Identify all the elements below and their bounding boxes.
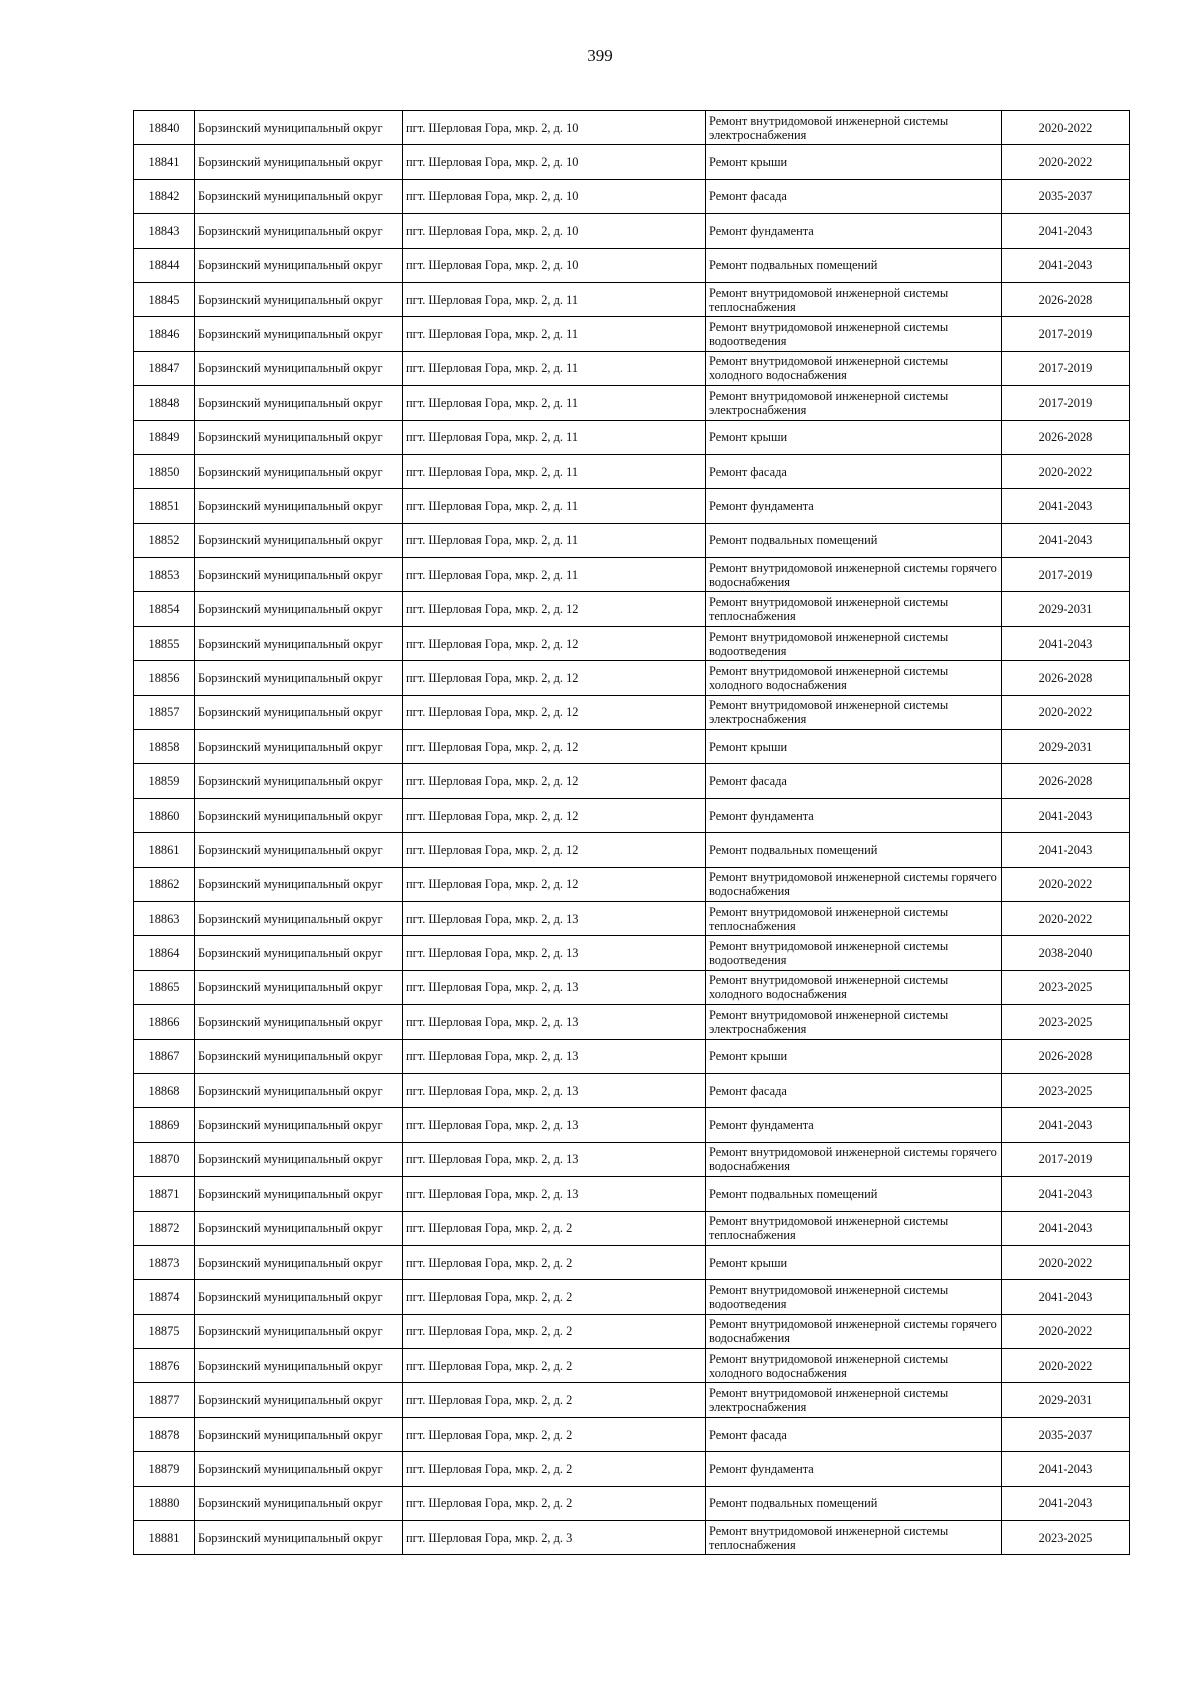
table-row [134, 1417, 1130, 1451]
district-cell: Борзинский муниципальный округ [195, 592, 403, 626]
row-number-cell: 18879 [134, 1452, 195, 1486]
row-number-cell: 18877 [134, 1383, 195, 1417]
table-row [134, 1521, 1130, 1555]
table-row [134, 764, 1130, 798]
address-cell: пгт. Шерловая Гора, мкр. 2, д. 11 [403, 523, 706, 557]
period-cell: 2041-2043 [1002, 214, 1130, 248]
table-row [134, 970, 1130, 1004]
district-cell: Борзинский муниципальный округ [195, 764, 403, 798]
row-number-cell: 18857 [134, 695, 195, 729]
period-cell: 2029-2031 [1002, 730, 1130, 764]
address-cell: пгт. Шерловая Гора, мкр. 2, д. 11 [403, 351, 706, 385]
table-row [134, 282, 1130, 316]
table-row [134, 936, 1130, 970]
address-cell: пгт. Шерловая Гора, мкр. 2, д. 13 [403, 1142, 706, 1176]
table-row [134, 730, 1130, 764]
row-number-cell: 18853 [134, 558, 195, 592]
address-cell: пгт. Шерловая Гора, мкр. 2, д. 13 [403, 1177, 706, 1211]
period-cell: 2020-2022 [1002, 901, 1130, 935]
period-cell: 2029-2031 [1002, 592, 1130, 626]
row-number-cell: 18859 [134, 764, 195, 798]
row-number-cell: 18876 [134, 1349, 195, 1383]
address-cell: пгт. Шерловая Гора, мкр. 2, д. 13 [403, 1005, 706, 1039]
district-cell: Борзинский муниципальный округ [195, 1211, 403, 1245]
row-number-cell: 18875 [134, 1314, 195, 1348]
work-type-cell: Ремонт крыши [706, 1245, 1002, 1279]
row-number-cell: 18862 [134, 867, 195, 901]
district-cell: Борзинский муниципальный округ [195, 282, 403, 316]
row-number-cell: 18872 [134, 1211, 195, 1245]
work-type-cell: Ремонт фундамента [706, 1108, 1002, 1142]
district-cell: Борзинский муниципальный округ [195, 1486, 403, 1520]
period-cell: 2041-2043 [1002, 1177, 1130, 1211]
row-number-cell: 18842 [134, 179, 195, 213]
table-row [134, 420, 1130, 454]
table-row [134, 454, 1130, 488]
row-number-cell: 18845 [134, 282, 195, 316]
work-type-cell: Ремонт внутридомовой инженерной системы электроснабжения [706, 111, 1002, 145]
row-number-cell: 18840 [134, 111, 195, 145]
period-cell: 2041-2043 [1002, 1280, 1130, 1314]
row-number-cell: 18846 [134, 317, 195, 351]
period-cell: 2026-2028 [1002, 1039, 1130, 1073]
row-number-cell: 18851 [134, 489, 195, 523]
address-cell: пгт. Шерловая Гора, мкр. 2, д. 2 [403, 1211, 706, 1245]
row-number-cell: 18880 [134, 1486, 195, 1520]
work-type-cell: Ремонт подвальных помещений [706, 248, 1002, 282]
table-row [134, 592, 1130, 626]
work-type-cell: Ремонт внутридомовой инженерной системы теплоснабжения [706, 1211, 1002, 1245]
table-row [134, 1073, 1130, 1107]
work-type-cell: Ремонт крыши [706, 730, 1002, 764]
table-row [134, 248, 1130, 282]
table-row [134, 867, 1130, 901]
period-cell: 2020-2022 [1002, 1314, 1130, 1348]
period-cell: 2041-2043 [1002, 798, 1130, 832]
address-cell: пгт. Шерловая Гора, мкр. 2, д. 10 [403, 248, 706, 282]
period-cell: 2017-2019 [1002, 1142, 1130, 1176]
row-number-cell: 18860 [134, 798, 195, 832]
table-row [134, 1383, 1130, 1417]
period-cell: 2020-2022 [1002, 111, 1130, 145]
district-cell: Борзинский муниципальный округ [195, 730, 403, 764]
table-row [134, 1142, 1130, 1176]
work-type-cell: Ремонт фасада [706, 454, 1002, 488]
address-cell: пгт. Шерловая Гора, мкр. 2, д. 12 [403, 730, 706, 764]
table-row [134, 386, 1130, 420]
period-cell: 2041-2043 [1002, 626, 1130, 660]
district-cell: Борзинский муниципальный округ [195, 833, 403, 867]
row-number-cell: 18848 [134, 386, 195, 420]
district-cell: Борзинский муниципальный округ [195, 214, 403, 248]
address-cell: пгт. Шерловая Гора, мкр. 2, д. 11 [403, 317, 706, 351]
row-number-cell: 18841 [134, 145, 195, 179]
registry-table-body [134, 111, 1130, 1555]
table-row [134, 145, 1130, 179]
district-cell: Борзинский муниципальный округ [195, 1073, 403, 1107]
row-number-cell: 18858 [134, 730, 195, 764]
address-cell: пгт. Шерловая Гора, мкр. 2, д. 11 [403, 282, 706, 316]
address-cell: пгт. Шерловая Гора, мкр. 2, д. 3 [403, 1521, 706, 1555]
work-type-cell: Ремонт внутридомовой инженерной системы водоотведения [706, 1280, 1002, 1314]
period-cell: 2026-2028 [1002, 661, 1130, 695]
row-number-cell: 18867 [134, 1039, 195, 1073]
period-cell: 2035-2037 [1002, 179, 1130, 213]
row-number-cell: 18881 [134, 1521, 195, 1555]
table-row [134, 1280, 1130, 1314]
period-cell: 2020-2022 [1002, 454, 1130, 488]
row-number-cell: 18844 [134, 248, 195, 282]
work-type-cell: Ремонт подвальных помещений [706, 1486, 1002, 1520]
table-row [134, 111, 1130, 145]
period-cell: 2026-2028 [1002, 420, 1130, 454]
table-row [134, 1211, 1130, 1245]
address-cell: пгт. Шерловая Гора, мкр. 2, д. 2 [403, 1486, 706, 1520]
district-cell: Борзинский муниципальный округ [195, 420, 403, 454]
work-type-cell: Ремонт внутридомовой инженерной системы холодного водоснабжения [706, 351, 1002, 385]
period-cell: 2041-2043 [1002, 523, 1130, 557]
period-cell: 2041-2043 [1002, 1452, 1130, 1486]
row-number-cell: 18870 [134, 1142, 195, 1176]
table-row [134, 214, 1130, 248]
period-cell: 2020-2022 [1002, 1349, 1130, 1383]
district-cell: Борзинский муниципальный округ [195, 1452, 403, 1486]
work-type-cell: Ремонт фундамента [706, 214, 1002, 248]
district-cell: Борзинский муниципальный округ [195, 1280, 403, 1314]
work-type-cell: Ремонт внутридомовой инженерной системы электроснабжения [706, 695, 1002, 729]
row-number-cell: 18856 [134, 661, 195, 695]
work-type-cell: Ремонт внутридомовой инженерной системы теплоснабжения [706, 592, 1002, 626]
table-row [134, 798, 1130, 832]
work-type-cell: Ремонт внутридомовой инженерной системы электроснабжения [706, 386, 1002, 420]
district-cell: Борзинский муниципальный округ [195, 936, 403, 970]
row-number-cell: 18865 [134, 970, 195, 1004]
work-type-cell: Ремонт внутридомовой инженерной системы теплоснабжения [706, 901, 1002, 935]
row-number-cell: 18843 [134, 214, 195, 248]
table-row [134, 1314, 1130, 1348]
district-cell: Борзинский муниципальный округ [195, 1245, 403, 1279]
table-row [134, 1039, 1130, 1073]
district-cell: Борзинский муниципальный округ [195, 867, 403, 901]
address-cell: пгт. Шерловая Гора, мкр. 2, д. 13 [403, 936, 706, 970]
work-type-cell: Ремонт фасада [706, 179, 1002, 213]
row-number-cell: 18849 [134, 420, 195, 454]
work-type-cell: Ремонт внутридомовой инженерной системы холодного водоснабжения [706, 1349, 1002, 1383]
district-cell: Борзинский муниципальный округ [195, 351, 403, 385]
work-type-cell: Ремонт внутридомовой инженерной системы холодного водоснабжения [706, 970, 1002, 1004]
row-number-cell: 18850 [134, 454, 195, 488]
district-cell: Борзинский муниципальный округ [195, 1417, 403, 1451]
work-type-cell: Ремонт фасада [706, 764, 1002, 798]
row-number-cell: 18866 [134, 1005, 195, 1039]
district-cell: Борзинский муниципальный округ [195, 248, 403, 282]
table-row [134, 351, 1130, 385]
table-row [134, 1486, 1130, 1520]
work-type-cell: Ремонт внутридомовой инженерной системы горячего водоснабжения [706, 558, 1002, 592]
period-cell: 2038-2040 [1002, 936, 1130, 970]
address-cell: пгт. Шерловая Гора, мкр. 2, д. 10 [403, 179, 706, 213]
work-type-cell: Ремонт внутридомовой инженерной системы водоотведения [706, 936, 1002, 970]
address-cell: пгт. Шерловая Гора, мкр. 2, д. 2 [403, 1452, 706, 1486]
row-number-cell: 18869 [134, 1108, 195, 1142]
district-cell: Борзинский муниципальный округ [195, 1383, 403, 1417]
district-cell: Борзинский муниципальный округ [195, 798, 403, 832]
work-type-cell: Ремонт фундамента [706, 1452, 1002, 1486]
registry-table [133, 110, 1130, 1555]
work-type-cell: Ремонт подвальных помещений [706, 1177, 1002, 1211]
address-cell: пгт. Шерловая Гора, мкр. 2, д. 13 [403, 1039, 706, 1073]
address-cell: пгт. Шерловая Гора, мкр. 2, д. 12 [403, 661, 706, 695]
work-type-cell: Ремонт подвальных помещений [706, 523, 1002, 557]
period-cell: 2023-2025 [1002, 1073, 1130, 1107]
work-type-cell: Ремонт внутридомовой инженерной системы водоотведения [706, 317, 1002, 351]
row-number-cell: 18855 [134, 626, 195, 660]
period-cell: 2035-2037 [1002, 1417, 1130, 1451]
district-cell: Борзинский муниципальный округ [195, 1005, 403, 1039]
period-cell: 2020-2022 [1002, 1245, 1130, 1279]
district-cell: Борзинский муниципальный округ [195, 695, 403, 729]
address-cell: пгт. Шерловая Гора, мкр. 2, д. 11 [403, 489, 706, 523]
row-number-cell: 18863 [134, 901, 195, 935]
row-number-cell: 18847 [134, 351, 195, 385]
district-cell: Борзинский муниципальный округ [195, 1314, 403, 1348]
district-cell: Борзинский муниципальный округ [195, 1349, 403, 1383]
row-number-cell: 18874 [134, 1280, 195, 1314]
period-cell: 2041-2043 [1002, 489, 1130, 523]
district-cell: Борзинский муниципальный округ [195, 901, 403, 935]
table-row [134, 833, 1130, 867]
table-row [134, 1005, 1130, 1039]
period-cell: 2041-2043 [1002, 1108, 1130, 1142]
work-type-cell: Ремонт крыши [706, 420, 1002, 454]
district-cell: Борзинский муниципальный округ [195, 523, 403, 557]
address-cell: пгт. Шерловая Гора, мкр. 2, д. 11 [403, 454, 706, 488]
address-cell: пгт. Шерловая Гора, мкр. 2, д. 11 [403, 386, 706, 420]
table-row [134, 1245, 1130, 1279]
work-type-cell: Ремонт внутридомовой инженерной системы электроснабжения [706, 1005, 1002, 1039]
work-type-cell: Ремонт внутридомовой инженерной системы горячего водоснабжения [706, 867, 1002, 901]
address-cell: пгт. Шерловая Гора, мкр. 2, д. 2 [403, 1280, 706, 1314]
table-row [134, 695, 1130, 729]
period-cell: 2041-2043 [1002, 833, 1130, 867]
table-row [134, 1108, 1130, 1142]
address-cell: пгт. Шерловая Гора, мкр. 2, д. 2 [403, 1417, 706, 1451]
period-cell: 2017-2019 [1002, 386, 1130, 420]
period-cell: 2017-2019 [1002, 317, 1130, 351]
district-cell: Борзинский муниципальный округ [195, 489, 403, 523]
address-cell: пгт. Шерловая Гора, мкр. 2, д. 12 [403, 695, 706, 729]
district-cell: Борзинский муниципальный округ [195, 386, 403, 420]
address-cell: пгт. Шерловая Гора, мкр. 2, д. 2 [403, 1383, 706, 1417]
row-number-cell: 18861 [134, 833, 195, 867]
district-cell: Борзинский муниципальный округ [195, 317, 403, 351]
district-cell: Борзинский муниципальный округ [195, 111, 403, 145]
work-type-cell: Ремонт внутридомовой инженерной системы горячего водоснабжения [706, 1142, 1002, 1176]
work-type-cell: Ремонт фундамента [706, 489, 1002, 523]
work-type-cell: Ремонт фундамента [706, 798, 1002, 832]
address-cell: пгт. Шерловая Гора, мкр. 2, д. 13 [403, 970, 706, 1004]
address-cell: пгт. Шерловая Гора, мкр. 2, д. 10 [403, 145, 706, 179]
page-number: 399 [587, 46, 613, 65]
period-cell: 2041-2043 [1002, 248, 1130, 282]
period-cell: 2020-2022 [1002, 867, 1130, 901]
period-cell: 2026-2028 [1002, 764, 1130, 798]
period-cell: 2023-2025 [1002, 1005, 1130, 1039]
district-cell: Борзинский муниципальный округ [195, 1108, 403, 1142]
table-row [134, 179, 1130, 213]
row-number-cell: 18864 [134, 936, 195, 970]
work-type-cell: Ремонт крыши [706, 1039, 1002, 1073]
address-cell: пгт. Шерловая Гора, мкр. 2, д. 13 [403, 901, 706, 935]
work-type-cell: Ремонт внутридомовой инженерной системы холодного водоснабжения [706, 661, 1002, 695]
row-number-cell: 18868 [134, 1073, 195, 1107]
district-cell: Борзинский муниципальный округ [195, 454, 403, 488]
work-type-cell: Ремонт подвальных помещений [706, 833, 1002, 867]
table-row [134, 489, 1130, 523]
row-number-cell: 18871 [134, 1177, 195, 1211]
table-row [134, 317, 1130, 351]
address-cell: пгт. Шерловая Гора, мкр. 2, д. 10 [403, 214, 706, 248]
row-number-cell: 18873 [134, 1245, 195, 1279]
address-cell: пгт. Шерловая Гора, мкр. 2, д. 12 [403, 833, 706, 867]
period-cell: 2026-2028 [1002, 282, 1130, 316]
table-row [134, 626, 1130, 660]
address-cell: пгт. Шерловая Гора, мкр. 2, д. 12 [403, 626, 706, 660]
period-cell: 2020-2022 [1002, 145, 1130, 179]
table-row [134, 523, 1130, 557]
work-type-cell: Ремонт крыши [706, 145, 1002, 179]
period-cell: 2023-2025 [1002, 970, 1130, 1004]
period-cell: 2017-2019 [1002, 351, 1130, 385]
period-cell: 2041-2043 [1002, 1211, 1130, 1245]
work-type-cell: Ремонт фасада [706, 1417, 1002, 1451]
district-cell: Борзинский муниципальный округ [195, 179, 403, 213]
address-cell: пгт. Шерловая Гора, мкр. 2, д. 10 [403, 111, 706, 145]
address-cell: пгт. Шерловая Гора, мкр. 2, д. 12 [403, 867, 706, 901]
period-cell: 2020-2022 [1002, 695, 1130, 729]
table-row [134, 1177, 1130, 1211]
work-type-cell: Ремонт внутридомовой инженерной системы теплоснабжения [706, 1521, 1002, 1555]
address-cell: пгт. Шерловая Гора, мкр. 2, д. 11 [403, 420, 706, 454]
address-cell: пгт. Шерловая Гора, мкр. 2, д. 12 [403, 798, 706, 832]
work-type-cell: Ремонт внутридомовой инженерной системы теплоснабжения [706, 282, 1002, 316]
address-cell: пгт. Шерловая Гора, мкр. 2, д. 13 [403, 1073, 706, 1107]
district-cell: Борзинский муниципальный округ [195, 1039, 403, 1073]
address-cell: пгт. Шерловая Гора, мкр. 2, д. 12 [403, 592, 706, 626]
row-number-cell: 18852 [134, 523, 195, 557]
table-row [134, 558, 1130, 592]
period-cell: 2017-2019 [1002, 558, 1130, 592]
district-cell: Борзинский муниципальный округ [195, 558, 403, 592]
address-cell: пгт. Шерловая Гора, мкр. 2, д. 2 [403, 1349, 706, 1383]
district-cell: Борзинский муниципальный округ [195, 1177, 403, 1211]
district-cell: Борзинский муниципальный округ [195, 1142, 403, 1176]
row-number-cell: 18854 [134, 592, 195, 626]
address-cell: пгт. Шерловая Гора, мкр. 2, д. 13 [403, 1108, 706, 1142]
district-cell: Борзинский муниципальный округ [195, 626, 403, 660]
table-row [134, 901, 1130, 935]
district-cell: Борзинский муниципальный округ [195, 145, 403, 179]
table-row [134, 1452, 1130, 1486]
work-type-cell: Ремонт внутридомовой инженерной системы электроснабжения [706, 1383, 1002, 1417]
district-cell: Борзинский муниципальный округ [195, 661, 403, 695]
address-cell: пгт. Шерловая Гора, мкр. 2, д. 2 [403, 1245, 706, 1279]
district-cell: Борзинский муниципальный округ [195, 970, 403, 1004]
period-cell: 2029-2031 [1002, 1383, 1130, 1417]
row-number-cell: 18878 [134, 1417, 195, 1451]
table-row [134, 661, 1130, 695]
work-type-cell: Ремонт внутридомовой инженерной системы горячего водоснабжения [706, 1314, 1002, 1348]
address-cell: пгт. Шерловая Гора, мкр. 2, д. 12 [403, 764, 706, 798]
period-cell: 2041-2043 [1002, 1486, 1130, 1520]
work-type-cell: Ремонт фасада [706, 1073, 1002, 1107]
period-cell: 2023-2025 [1002, 1521, 1130, 1555]
address-cell: пгт. Шерловая Гора, мкр. 2, д. 2 [403, 1314, 706, 1348]
district-cell: Борзинский муниципальный округ [195, 1521, 403, 1555]
address-cell: пгт. Шерловая Гора, мкр. 2, д. 11 [403, 558, 706, 592]
table-row [134, 1349, 1130, 1383]
work-type-cell: Ремонт внутридомовой инженерной системы водоотведения [706, 626, 1002, 660]
